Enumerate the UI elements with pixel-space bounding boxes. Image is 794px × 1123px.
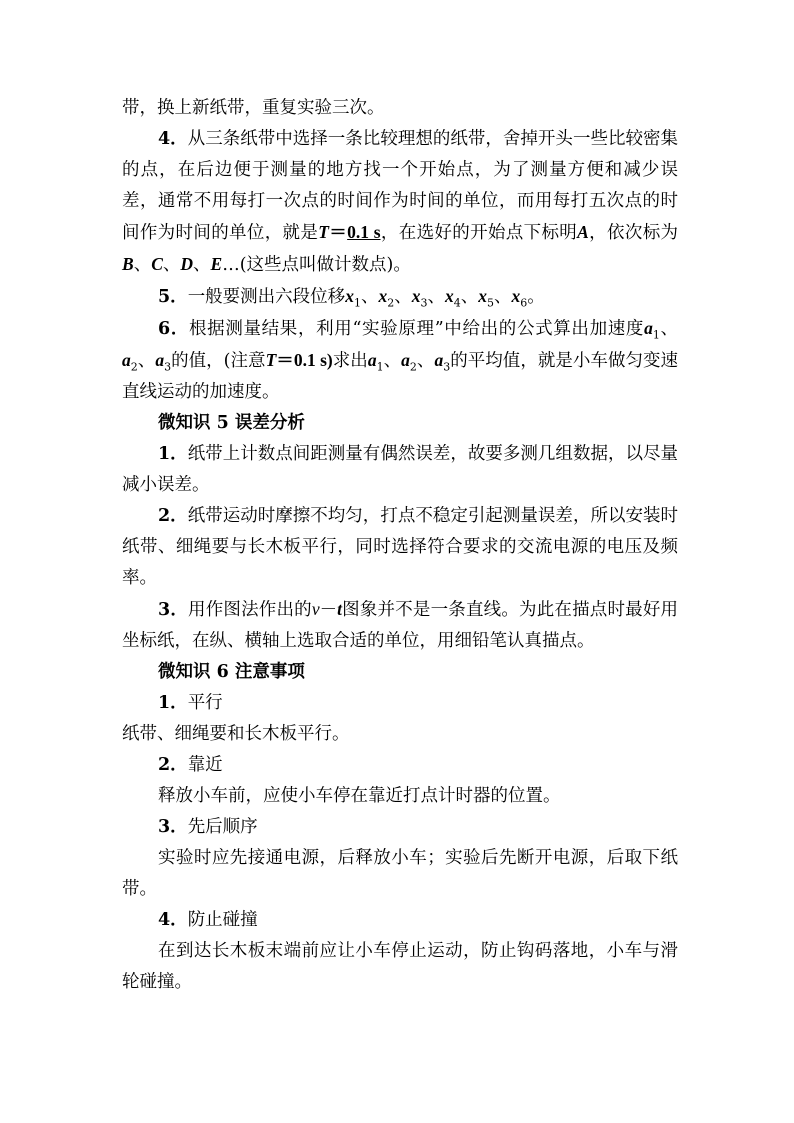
subscript: 6 (520, 296, 528, 310)
item-number: 4． (158, 910, 188, 930)
item-title: 平行 (187, 693, 223, 713)
var-a: a (122, 350, 131, 370)
step-text: 根据测量结果，利用“实验原理”中给出的公式算出加速度 (189, 319, 645, 339)
step-text: …(这些点叫做计数点)。 (222, 255, 411, 275)
equals-sign: ＝ (328, 222, 348, 242)
separator: 、 (493, 287, 512, 307)
subscript: 3 (164, 360, 172, 374)
note-4-title (122, 905, 678, 936)
var-x: x (511, 286, 521, 306)
var-a: a (367, 350, 377, 370)
note-3-title (122, 812, 678, 843)
error-item-1 (122, 439, 678, 501)
separator: 、 (137, 351, 156, 371)
var-B: B (122, 254, 134, 274)
step-text: ，在选好的开始点下标明 (380, 223, 578, 243)
var-a: a (644, 318, 653, 338)
subscript: 2 (130, 360, 138, 374)
step-text: 的平均值，就是小车做匀变速直线运动的加速度。 (122, 351, 679, 402)
note-3-body: 实验时应先接通电源，后释放小车；实验后先断开电源，后取下纸带。 (122, 848, 678, 899)
step-number: 4． (158, 129, 188, 149)
step-number: 5． (158, 287, 188, 307)
subscript: 3 (420, 296, 428, 310)
dash: － (319, 600, 338, 620)
var-D: D (180, 254, 194, 274)
item-text: 用作图法作出的 (188, 600, 312, 620)
separator: 、 (659, 319, 678, 339)
item-title: 靠近 (187, 755, 223, 775)
separator: 、 (416, 351, 435, 371)
var-x: x (444, 286, 454, 306)
step-text: 从三条纸带中选择一条比较理想的纸带，舍掉开头一些比较密集的点，在后边便于测量的地方找一个开始点，为了测量方便和减少误差，通常不用每打一次点的时间作为时间的单位，而用每打五次点的时间作为时间的单位，就是 (122, 129, 678, 243)
text-line: 带，换上新纸带，重复实验三次。 (122, 98, 385, 118)
var-t: t (337, 599, 342, 619)
subscript: 2 (409, 360, 417, 374)
step-5-paragraph (122, 281, 678, 313)
subscript: 2 (387, 296, 395, 310)
subscript: 1 (376, 360, 384, 374)
var-T: T (318, 222, 329, 242)
var-x: x (378, 286, 388, 306)
subscript: 1 (652, 328, 660, 342)
var-a: a (155, 350, 165, 370)
separator: 、 (460, 287, 479, 307)
var-E: E (210, 254, 223, 274)
subscript: 1 (353, 296, 361, 310)
step-6-paragraph (122, 313, 678, 408)
period: 。 (527, 287, 545, 307)
section-6-heading: 微知识 6 注意事项 (158, 662, 305, 682)
var-T: T (265, 350, 277, 370)
step-text: ，依次标为 (588, 223, 679, 243)
separator: 、 (162, 255, 181, 275)
item-text: 纸带运动时摩擦不均匀，打点不稳定引起测量误差，所以安装时纸带、细绳要与长木板平行，同时选择符合要求的交流电源的电压及频率。 (122, 506, 678, 588)
var-x: x (345, 286, 354, 306)
separator: 、 (427, 287, 445, 307)
error-item-2 (122, 501, 678, 594)
underlined-unit: s (369, 222, 381, 242)
var-C: C (151, 254, 163, 274)
var-A: A (577, 222, 589, 242)
var-x: x (411, 286, 421, 306)
subscript: 3 (443, 360, 451, 374)
note-4-body: 在到达长木板末端前应让小车停止运动，防止钩码落地，小车与滑轮碰撞。 (122, 941, 678, 992)
subscript: 4 (453, 296, 461, 310)
error-item-3 (122, 594, 678, 657)
var-a: a (401, 350, 410, 370)
note-2-title (122, 750, 678, 781)
underlined-value: 0.1 (347, 222, 370, 242)
step-number: 6． (158, 319, 189, 339)
separator: 、 (133, 255, 152, 275)
note-1-body: 纸带、细绳要和长木板平行。 (122, 724, 350, 744)
note-1-title (122, 688, 678, 719)
separator: 、 (383, 351, 402, 371)
section-5-heading: 微知识 5 误差分析 (158, 413, 305, 433)
item-number: 3． (158, 600, 189, 620)
step-text: 一般要测出六段位移 (187, 287, 346, 307)
var-x: x (478, 286, 487, 306)
item-number: 2． (158, 755, 188, 775)
equation-value: ＝0.1 s) (276, 350, 333, 370)
var-a: a (434, 350, 444, 370)
note-2-body: 释放小车前，应使小车停在靠近打点计时器的位置。 (158, 786, 561, 806)
item-title: 防止碰撞 (187, 910, 258, 930)
separator: 、 (360, 287, 379, 307)
step-text: 求出 (332, 351, 368, 371)
var-v: v (311, 599, 320, 619)
item-number: 3． (158, 817, 188, 837)
item-number: 2． (158, 506, 188, 526)
separator: 、 (394, 287, 412, 307)
separator: 、 (193, 255, 211, 275)
step-text: 的值，(注意 (171, 351, 266, 371)
item-title: 先后顺序 (187, 817, 258, 837)
item-text: 图象并不是一条直线。为此在描点时最好用坐标纸，在纵、横轴上选取合适的单位，用细铅笔认真描点。 (122, 600, 678, 651)
item-number: 1． (158, 444, 188, 464)
item-text: 纸带上计数点间距测量有偶然误差，故要多测几组数据，以尽量减小误差。 (122, 444, 678, 495)
subscript: 5 (486, 296, 494, 310)
step-4-paragraph (122, 124, 678, 281)
paragraph-continuation (122, 93, 678, 124)
document-page (122, 93, 678, 998)
item-number: 1． (158, 693, 188, 713)
